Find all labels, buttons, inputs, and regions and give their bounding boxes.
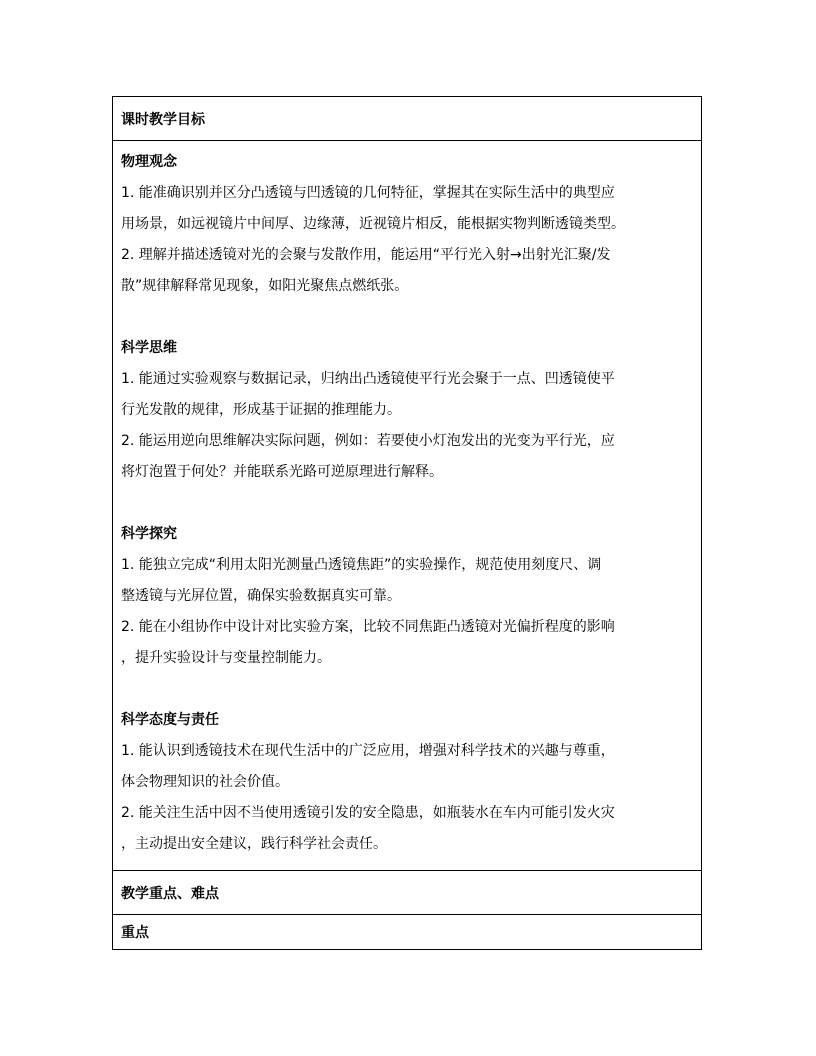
section-line: 行光发散的规律，形成基于证据的推理能力。 — [121, 402, 401, 418]
key-points-row — [113, 915, 701, 949]
section-line: ，提升实验设计与变量控制能力。 — [121, 650, 331, 666]
section-line: 1. 能准确识别并区分凸透镜与凹透镜的几何特征，掌握其在实际生活中的典型应 — [121, 185, 615, 201]
table-header-title: 课时教学目标 — [121, 111, 205, 128]
section-line: ，主动提出安全建议，践行科学社会责任。 — [121, 836, 387, 852]
section-line: 2. 能关注生活中因不当使用透镜引发的安全隐患，如瓶装水在车内可能引发火灾 — [121, 805, 615, 821]
key-points-header — [113, 871, 701, 915]
objectives-table — [112, 96, 702, 950]
section-spacer — [121, 674, 693, 705]
section-line: 1. 能通过实验观察与数据记录，归纳出凸透镜使平行光会聚于一点、凹透镜使平 — [121, 371, 615, 387]
key-points-title: 教学重点、难点 — [121, 885, 219, 902]
section-title: 物理观念 — [121, 154, 177, 170]
section-line: 2. 理解并描述透镜对光的会聚与发散作用，能运用“平行光入射→出射光汇聚/发 — [121, 247, 611, 263]
section-line: 1. 能独立完成“利用太阳光测量凸透镜焦距”的实验操作，规范使用刻度尺、调 — [121, 557, 602, 573]
section-line: 2. 能在小组协作中设计对比实验方案，比较不同焦距凸透镜对光偏折程度的影响 — [121, 619, 615, 635]
key-points-subtitle: 重点 — [121, 925, 149, 941]
objectives-body — [113, 141, 701, 871]
section-line: 整透镜与光屏位置，确保实验数据真实可靠。 — [121, 588, 401, 604]
section-title: 科学探究 — [121, 526, 177, 542]
section-title: 科学态度与责任 — [121, 712, 219, 728]
section-line: 用场景，如远视镜片中间厚、边缘薄，近视镜片相反，能根据实物判断透镜类型。 — [121, 216, 625, 232]
section-line: 体会物理知识的社会价值。 — [121, 774, 289, 790]
section-line: 2. 能运用逆向思维解决实际问题，例如：若要使小灯泡发出的光变为平行光，应 — [121, 433, 615, 449]
section-spacer — [121, 488, 693, 519]
section-spacer — [121, 302, 693, 333]
section-line: 散”规律解释常见现象，如阳光聚焦点燃纸张。 — [121, 278, 409, 294]
section-line: 将灯泡置于何处？并能联系光路可逆原理进行解释。 — [121, 464, 443, 480]
section-line: 1. 能认识到透镜技术在现代生活中的广泛应用，增强对科学技术的兴趣与尊重， — [121, 743, 615, 759]
section-title: 科学思维 — [121, 340, 177, 356]
table-header — [113, 97, 701, 141]
